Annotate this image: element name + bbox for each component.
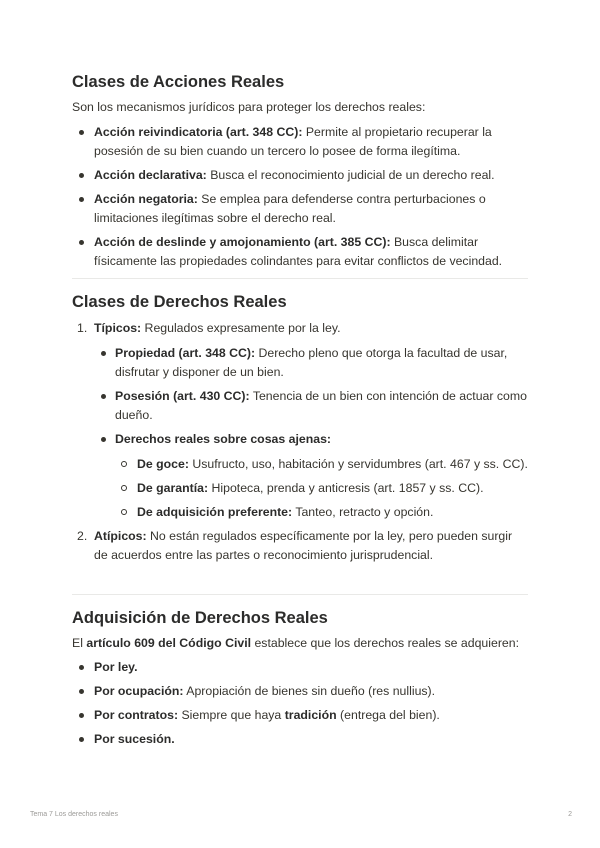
section-title: Clases de Derechos Reales [72, 293, 287, 311]
list-item: Derechos reales sobre cosas ajenas: De goce: Usufructo, uso, habitación y servidumbres (art. 467 y ss. CC). De garantía: Hipoteca, prenda y anticresis (art. 1857 y ss. CC). De adquisición preferente: Tanteo, retracto y opción. [94, 430, 528, 522]
section-adquisicion [72, 607, 528, 754]
tipicos-sublist [94, 344, 528, 522]
list-item: De garantía: Hipoteca, prenda y anticresis (art. 1857 y ss. CC). [115, 479, 528, 498]
section-intro: Son los mecanismos jurídicos para proteger los derechos reales: [72, 100, 426, 114]
footer-page-number: 2 [568, 811, 572, 818]
list-number: 2. [77, 529, 88, 543]
list-item: De adquisición preferente: Tanteo, retracto y opción. [115, 503, 528, 522]
list-item: Acción negatoria: Se emplea para defenderse contra perturbaciones o limitaciones ilegítimas sobre el derecho real. [72, 190, 528, 228]
divider [72, 594, 528, 595]
list-item: Por ley. [72, 658, 528, 677]
list-item: Acción declarativa: Busca el reconocimiento judicial de un derecho real. [72, 166, 528, 185]
list-item: Propiedad (art. 348 CC): Derecho pleno que otorga la facultad de usar, disfrutar y disponer de un bien. [94, 344, 528, 382]
divider [72, 278, 528, 279]
list-number: 1. [77, 321, 88, 335]
section-title: Clases de Acciones Reales [72, 73, 285, 91]
derechos-list [72, 319, 528, 565]
section-intro: El artículo 609 del Código Civil establece que los derechos reales se adquieren: [72, 636, 520, 650]
list-item: Acción reivindicatoria (art. 348 CC): Permite al propietario recuperar la posesión de su bien cuando un tercero lo posee de forma ilegítima. [72, 123, 528, 161]
list-item: Acción de deslinde y amojonamiento (art. 385 CC): Busca delimitar físicamente las propiedades colindantes para evitar conflictos de vecindad. [72, 233, 528, 271]
section-derechos-reales [72, 291, 528, 570]
section-title: Adquisición de Derechos Reales [72, 609, 328, 627]
list-item-atipicos: 2. Atípicos: No están regulados específicamente por la ley, pero pueden surgir de acuerdos entre las partes o reconocimiento jurisprudencial. [77, 529, 513, 562]
list-item-tipicos: 1. Típicos: Regulados expresamente por la ley. Propiedad (art. 348 CC): Derecho pleno que otorga la facultad de usar, disfrutar y disponer de un bien. Posesión (art. 430 CC): Tenencia de un bien con intención de actuar como dueño. Derechos reales sobre cosas ajenas: De goce: Usufructo, uso, habitación y servidumbres (art. 467 y ss. CC). De garantía: Hipoteca, prenda y anticresis (art. 1857 y ss. CC). De adquisición preferente: Tanteo, retracto y opción. [72, 319, 528, 522]
list-item: De goce: Usufructo, uso, habitación y servidumbres (art. 467 y ss. CC). [115, 455, 528, 474]
cosas-ajenas-sublist [115, 455, 528, 522]
adquisicion-list [72, 658, 528, 749]
list-item: Por contratos: Siempre que haya tradición (entrega del bien). [72, 706, 528, 725]
list-item: Por ocupación: Apropiación de bienes sin dueño (res nullius). [72, 682, 528, 701]
list-item: Por sucesión. [72, 730, 528, 749]
list-item: Posesión (art. 430 CC): Tenencia de un bien con intención de actuar como dueño. [94, 387, 528, 425]
footer-title: Tema 7 Los derechos reales [30, 811, 118, 818]
section-acciones-reales [72, 71, 528, 276]
acciones-list [72, 123, 528, 271]
